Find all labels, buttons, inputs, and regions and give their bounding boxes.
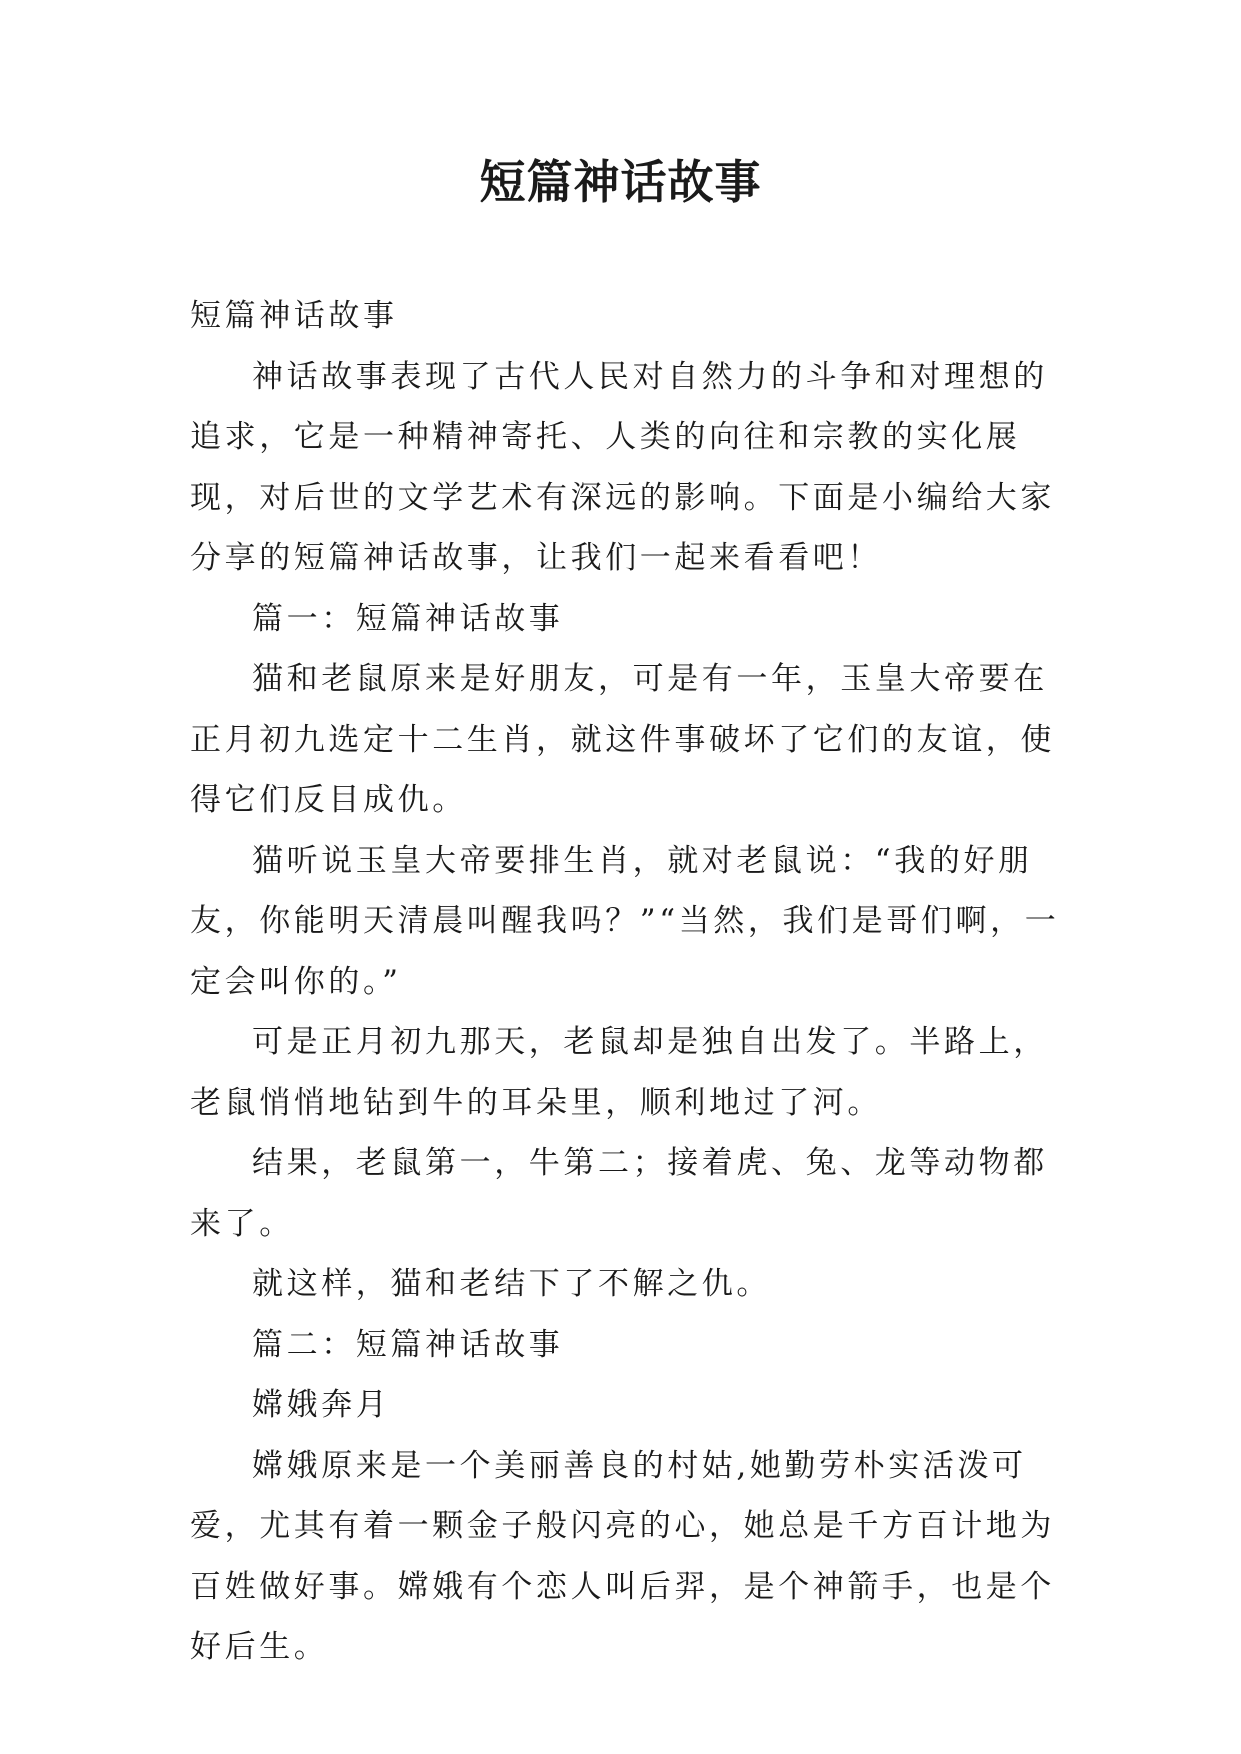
body-paragraph: 短篇神话故事: [190, 298, 398, 334]
story-title: 嫦娥奔月: [252, 1387, 391, 1423]
document-title: 短篇神话故事: [479, 155, 762, 209]
body-paragraph: 就这样，猫和老结下了不解之仇。: [252, 1266, 771, 1302]
body-paragraph: 猫听说玉皇大帝要排生肖，就对老鼠说：“我的好朋友，你能明天清晨叫醒我吗？”“当然，我们是哥们啊，一定会叫你的。”: [190, 842, 1060, 1000]
body-paragraph: 可是正月初九那天，老鼠却是独自出发了。半路上，老鼠悄悄地钻到牛的耳朵里，顺利地过了河。: [190, 1024, 1048, 1121]
section-heading: 篇一：短篇神话故事: [252, 600, 564, 637]
body-paragraph: 猫和老鼠原来是好朋友，可是有一年，玉皇大帝要在正月初九选定十二生肖，就这件事破坏了它们的友谊，使得它们反目成仇。: [190, 661, 1055, 818]
body-paragraph: 嫦娥原来是一个美丽善良的村姑,她勤劳朴实活泼可爱，尤其有着一颗金子般闪亮的心，她总是千方百计地为百姓做好事。嫦娥有个恋人叫后羿，是个神箭手，也是个好后生。: [190, 1447, 1055, 1665]
document-body: [190, 286, 1070, 1678]
body-paragraph: 结果，老鼠第一，牛第二；接着虎、兔、龙等动物都来了。: [190, 1145, 1048, 1242]
section-heading: 篇二：短篇神话故事: [252, 1326, 564, 1363]
body-paragraph: 神话故事表现了古代人民对自然力的斗争和对理想的追求，它是一种精神寄托、人类的向往和宗教的实化展现，对后世的文学艺术有深远的影响。下面是小编给大家分享的短篇神话故事，让我们一起来看看吧！: [190, 358, 1055, 576]
